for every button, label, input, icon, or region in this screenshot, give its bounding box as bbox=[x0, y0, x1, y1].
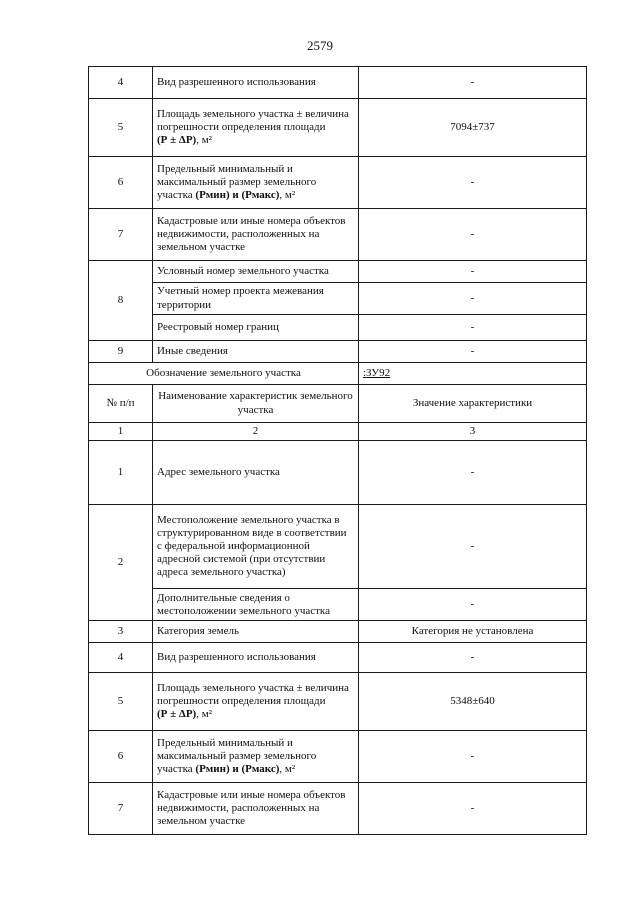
table-row bbox=[89, 261, 587, 283]
row-value: - bbox=[359, 283, 587, 315]
row-number: 6 bbox=[89, 157, 153, 209]
row-value: - bbox=[359, 441, 587, 505]
row-value: - bbox=[359, 341, 587, 363]
table-row bbox=[89, 283, 587, 315]
column-number: 3 bbox=[359, 423, 587, 441]
row-value: 5348±640 bbox=[359, 673, 587, 731]
table-row bbox=[89, 783, 587, 835]
table-row bbox=[89, 99, 587, 157]
formula: (Р ± ΔР) bbox=[157, 708, 197, 721]
row-name: Иные сведения bbox=[153, 341, 359, 363]
header-name: Наименование характеристик земельного участка bbox=[153, 385, 359, 423]
formula: (Рмин) и (Рмакс) bbox=[195, 189, 280, 202]
row-value: - bbox=[359, 783, 587, 835]
row-value: - bbox=[359, 505, 587, 589]
row-value: - bbox=[359, 67, 587, 99]
row-number: 5 bbox=[89, 99, 153, 157]
plot-designation-row bbox=[89, 363, 587, 385]
table-row bbox=[89, 621, 587, 643]
plot-designation-code: :ЗУ92 bbox=[359, 363, 587, 385]
row-name: Дополнительные сведения о местоположении земельного участка bbox=[153, 589, 359, 621]
row-value: - bbox=[359, 209, 587, 261]
table-row bbox=[89, 341, 587, 363]
column-number: 1 bbox=[89, 423, 153, 441]
row-name: Категория земель bbox=[153, 621, 359, 643]
row-value: - bbox=[359, 157, 587, 209]
header-num: № п/п bbox=[89, 385, 153, 423]
row-number: 4 bbox=[89, 643, 153, 673]
header-value: Значение характеристики bbox=[359, 385, 587, 423]
row-number: 7 bbox=[89, 209, 153, 261]
row-number: 1 bbox=[89, 441, 153, 505]
table-row bbox=[89, 589, 587, 621]
row-name: Площадь земельного участка ± величина погрешности определения площади (Р ± ΔР), м² bbox=[153, 99, 359, 157]
row-name: Местоположение земельного участка в структурированном виде в соответствии с федеральной информационной адресной системой (при отсутствии адреса земельного участка) bbox=[153, 505, 359, 589]
row-number: 8 bbox=[89, 261, 153, 341]
table-row bbox=[89, 731, 587, 783]
column-number-row bbox=[89, 423, 587, 441]
row-number: 2 bbox=[89, 505, 153, 621]
row-value: - bbox=[359, 315, 587, 341]
row-value: - bbox=[359, 643, 587, 673]
land-plot-table bbox=[88, 66, 587, 835]
row-name: Адрес земельного участка bbox=[153, 441, 359, 505]
row-number: 6 bbox=[89, 731, 153, 783]
row-name: Предельный минимальный и максимальный размер земельного участка (Рмин) и (Рмакс), м² bbox=[153, 731, 359, 783]
row-number: 5 bbox=[89, 673, 153, 731]
row-name: Кадастровые или иные номера объектов недвижимости, расположенных на земельном участке bbox=[153, 783, 359, 835]
table-row bbox=[89, 505, 587, 589]
row-name: Кадастровые или иные номера объектов недвижимости, расположенных на земельном участке bbox=[153, 209, 359, 261]
table-row bbox=[89, 673, 587, 731]
row-name: Вид разрешенного использования bbox=[153, 643, 359, 673]
table-row bbox=[89, 67, 587, 99]
plot-designation-label: Обозначение земельного участка bbox=[89, 363, 359, 385]
row-value: - bbox=[359, 261, 587, 283]
row-value: 7094±737 bbox=[359, 99, 587, 157]
table-row bbox=[89, 315, 587, 341]
table-row bbox=[89, 157, 587, 209]
header-row bbox=[89, 385, 587, 423]
column-number: 2 bbox=[153, 423, 359, 441]
page-number: 2579 bbox=[307, 38, 333, 53]
formula: (Рмин) и (Рмакс) bbox=[195, 763, 280, 776]
row-value: Категория не установлена bbox=[359, 621, 587, 643]
table-row bbox=[89, 643, 587, 673]
row-name: Предельный минимальный и максимальный размер земельного участка (Рмин) и (Рмакс), м² bbox=[153, 157, 359, 209]
table-row bbox=[89, 441, 587, 505]
row-number: 4 bbox=[89, 67, 153, 99]
row-number: 9 bbox=[89, 341, 153, 363]
row-name: Реестровый номер границ bbox=[153, 315, 359, 341]
row-name: Вид разрешенного использования bbox=[153, 67, 359, 99]
row-number: 3 bbox=[89, 621, 153, 643]
row-name: Учетный номер проекта межевания территории bbox=[153, 283, 359, 315]
row-name: Площадь земельного участка ± величина погрешности определения площади (Р ± ΔР), м² bbox=[153, 673, 359, 731]
row-name: Условный номер земельного участка bbox=[153, 261, 359, 283]
row-value: - bbox=[359, 589, 587, 621]
formula: (Р ± ΔР) bbox=[157, 134, 197, 147]
table-row bbox=[89, 209, 587, 261]
row-value: - bbox=[359, 731, 587, 783]
row-number: 7 bbox=[89, 783, 153, 835]
